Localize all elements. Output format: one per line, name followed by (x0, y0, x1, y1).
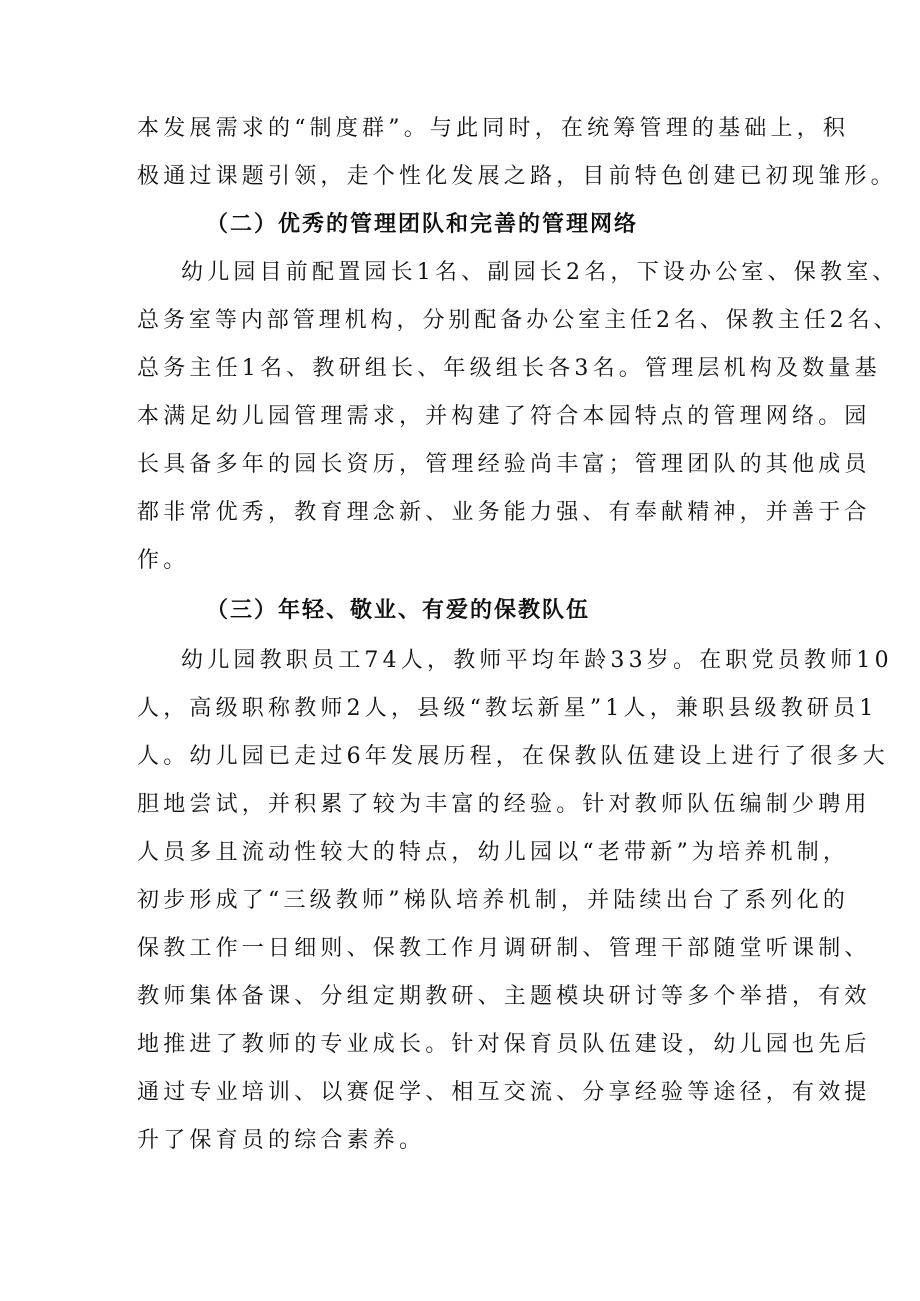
paragraph-line: 总务主任1名、教研组长、年级组长各3名。管理层机构及数量基 (137, 356, 881, 381)
paragraph-line: 本发展需求的“制度群”。与此同时，在统筹管理的基础上，积 (137, 116, 850, 141)
paragraph-line: 幼儿园目前配置园长1名、副园长2名，下设办公室、保教室、 (181, 260, 899, 285)
paragraph-line: 教师集体备课、分组定期教研、主题模块研讨等多个举措，有效 (137, 984, 871, 1009)
paragraph-line: 通过专业培训、以赛促学、相互交流、分享经验等途径，有效提 (137, 1080, 871, 1105)
paragraph-line: 人，高级职称教师2人，县级“教坛新星”1人，兼职县级教研员1 (137, 696, 878, 721)
paragraph-line: 保教工作一日细则、保教工作月调研制、管理干部随堂听课制、 (137, 936, 871, 961)
paragraph-line: 作。 (137, 548, 190, 573)
paragraph-line: 总务室等内部管理机构，分别配备办公室主任2名、保教主任2名、 (137, 308, 900, 333)
paragraph-line: 人。幼儿园已走过6年发展历程，在保教队伍建设上进行了很多大 (137, 744, 889, 769)
paragraph-line: 地推进了教师的专业成长。针对保育员队伍建设，幼儿园也先后 (137, 1032, 871, 1057)
paragraph-line: 都非常优秀，教育理念新、业务能力强、有奉献精神，并善于合 (137, 500, 871, 525)
paragraph-line: 初步形成了“三级教师”梯队培养机制，并陆续出台了系列化的 (137, 888, 850, 913)
section-heading-3: （三）年轻、敬业、有爱的保教队伍 (206, 598, 591, 623)
paragraph-line: 升了保育员的综合素养。 (137, 1128, 426, 1153)
paragraph-line: 胆地尝试，并积累了较为丰富的经验。针对教师队伍编制少聘用 (137, 792, 871, 817)
section-heading-2: （二）优秀的管理团队和完善的管理网络 (206, 212, 639, 237)
paragraph-line: 人员多且流动性较大的特点，幼儿园以“老带新”为培养机制， (137, 840, 850, 865)
paragraph-line: 极通过课题引领，走个性化发展之路，目前特色创建已初现雏形。 (137, 164, 897, 189)
paragraph-line: 幼儿园教职员工74人，教师平均年龄33岁。在职党员教师10 (181, 648, 893, 673)
paragraph-line: 长具备多年的园长资历，管理经验尚丰富；管理团队的其他成员 (137, 452, 871, 477)
paragraph-line: 本满足幼儿园管理需求，并构建了符合本园特点的管理网络。园 (137, 404, 871, 429)
